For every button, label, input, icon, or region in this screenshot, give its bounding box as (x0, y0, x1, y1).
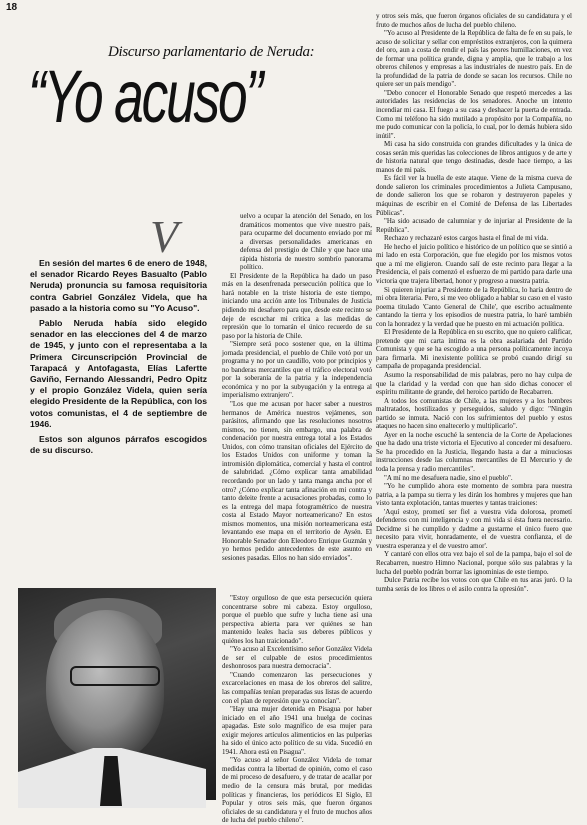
article-paragraph: Asumo la responsabilidad de mis palabras, pero no hay culpa de que la claridad y la verdad con que han sido dichas conocer el espíritu militante de grande, del heroico partido de Recabarren. (376, 370, 572, 397)
article-paragraph: "Yo acuso al Presidente de la República de falta de fe en su país, le acuso de solicitar y sellar con empréstitos extranjeros, con la quimera del oro, aun a costa de rendir el país las peores humillaciones, en vez de formar una política grande, digna y amplia, que le trabajo a los obreros chilenos y empresas a las industriales de nuestro país. En de la profundidad de la patria de donde se sacan los recursos. Chile no quiere ser un país mendigo". (376, 29, 572, 89)
article-paragraph: uelvo a ocupar la atención del Senado, en los dramáticos momentos que vive nuestro país, para ocuparme del documento enviado por mí a diversas personalidades americanas en defensa del prestigio de Chile y que hace una rápida historia de nuestro sombrío panorama político. (240, 212, 372, 272)
article-paragraph: "Yo acuso al señor González Videla de tomar medidas contra la libertad de opinión, como el caso de mi proceso de desafuero, y de tratar de acallar por medio de la censura más brutal, por medidas políticas y financieras, los periódicos El Siglo, El Popular y otros seis más, que fueron órganos oficiales de su candidatura y el fruto de muchos años de lucha del pueblo chileno". (222, 756, 372, 825)
article-paragraph: "Los que me acusan por hacer saber a nuestros hermanos de América nuestros vejámenes, son parásitos, afirmando que las resoluciones nosotros mismos, no tienen, sin embargo, una palabra de condenación por nuestra entrega total a los Estados Unidos, con cómo transitan oficiales del Ejército de los Estados Unidos con uniforme y toman la intromisión diplomática, comercial y hasta el control de salubridad. ¿Cómo explicar tanta amabilidad recordando por un lado y tanta manga ancha por el otro? ¿Cómo explicar tanta afinación en mi contra y tanto deleite frente a acusaciones probadas, como lo es la entrega del mapa fotogramétrico de nuestra costa al Estado Mayor norteamericano? En estos mismos momentos, una misión norteamericana está levantando ese mapa en el territorio de Aysén. El Honorable Senador don Eleodoro Enrique Guzmán y yo hemos pedido antecedentes de este asunto en sesiones pasadas. Ellos no han sido enviados". (222, 400, 372, 562)
drop-cap: V (150, 211, 179, 262)
intro-paragraph: Estos son algunos párrafos escogidos de su discurso. (30, 434, 207, 456)
article-paragraph: "Yo he cumplido ahora este momento de sombra para nuestra patria, a la pampa su tierra y les dirán los hombres y mujeres que han visto tanta explotación, tantas muertes y tantas traiciones: (376, 482, 572, 508)
article-paragraph: Mi casa ha sido construida con grandes dificultades y la única de cosas serán mis queridas las colecciones de libros antiguos y de arte y de historia natural que tengo destinadas, desde hace tiempo, a las manos de mi país. (376, 140, 572, 174)
article-paragraph: "Debo conocer el Honorable Senado que respetó mercedes a las autoridades las residencias de los senadores. Anoche un intento incendiar mi casa. El fuego a su casa y deshacer la puerta de entrada. Como mi teléfono ha sido mutilado a propósito por la Compañía, no me pudo comunicar con la policía, lo cual, por lo demás hubiera sido inútil". (376, 88, 572, 140)
article-paragraph: Dulce Patria recibe los votos con que Chile en tus aras juró. O la tumba serás de los libres o el asilo contra la opresión". (376, 576, 572, 593)
intro-text (30, 258, 207, 460)
article-column-2 (222, 212, 372, 592)
article-paragraph: y otros seis más, que fueron órganos oficiales de su candidatura y el fruto de muchos años de lucha del pueblo chileno. (376, 12, 572, 29)
article-column-3 (376, 12, 572, 800)
article-paragraph: "Cuando comenzaron las persecuciones y excarcelaciones en masa de los obreros del salitre, las compañías tenían preparadas sus listas de acuerdo con el plan de represión que ya conocían". (222, 670, 372, 705)
article-paragraph: He hecho el juicio político e histórico de un político que se sintió a mi lado en esta Corporación, que fue elegido por los mismos votos que a mí me eligieron. Cuando salí de este recinto para llegar a la Presidencia, el país comenzó el esfuerzo de mi partido para darle una victoria que trajera libertad, honor y progreso a nuestra patria. (376, 242, 572, 285)
article-paragraph: "A mí no me desafuera nadie, sino el pueblo". (384, 473, 513, 482)
article-paragraph: A todos los comunistas de Chile, a las mujeres y a los hombres maltratados, hostilizados y perseguidos, saludo y digo: "Ningún partido se inmuta. Nació con los sufrimientos del pueblo y estos ataques no hacen sino enaltecerlo y multiplicarlo". (376, 396, 572, 431)
kicker: Discurso parlamentario de Neruda: (108, 44, 315, 60)
article-paragraph: "Estoy orgulloso de que esta persecución quiera concentrarse sobre mi cabeza. Estoy orgulloso, porque el pueblo que sufre y lucha tiene así una perspectiva abierta para ver quiénes se han mantenido leales hacia sus deberes públicos y quiénes los han traicionado". (222, 594, 372, 645)
article-column-2b (222, 594, 372, 825)
article-paragraph: El Presidente de la República ha dado un paso más en la desenfrenada persecución política que lo hará notable en la triste historia de este tiempo, iniciando una acción ante los Tribunales de Justicia pidiendo mi desafuero para que, desde este recinto se deje de escuchar mi crítica a las medidas de represión que lo tornarán el único recuerdo de su paso por la historia de Chile. (222, 271, 372, 340)
article-paragraph: Ayer en la noche escuché la sentencia de la Corte de Apelaciones que ha dado una triste victoria el Ejecutivo al conceder mi desafuero. Se ha procedido en la Justicia, llegando hasta a dar a minuciosas instrucciones desde las columnas mercantiles de El Mercurio y de toda la prensa y radio mercantiles". (376, 430, 572, 473)
article-paragraph: Es fácil ver la huella de este ataque. Viene de la misma cueva de donde salieron los criminales procedimientos a Julieta Campusano, de donde salieron los que se robaron y destruyeron papeles y máquinas de escribir en el Comité de Defensa de las Libertades Públicas". (376, 174, 572, 217)
article-paragraph: Rechazo y rechazaré estos cargos hasta el final de mi vida. (384, 234, 549, 243)
portrait-photo (18, 588, 216, 800)
article-paragraph: Si quieren injuriar a Presidente de la República, lo haría dentro de mi obra literaria. Pero, si me veo obligado a hablar su caso en el vasto poema titulado 'Canto General de Chile', que escribo actualmente cantando la tierra y los episodios de nuestra patria, lo haré también con la honradez y la verdad que he puesto en mi actuación política. (376, 285, 572, 328)
article-paragraph: El Presidente de la República en su escrito, que no quiero calificar, pretende que mi carta íntima es la obra asalariada del Partido Comunista y que se ha escogido a una persona políticamente incoya para firmarla. Mi inexistente política se probó cuando dirigí su campaña de propaganda presidencial. (376, 328, 572, 371)
headline: “Yo acuso” (28, 55, 262, 138)
article-paragraph: "Hay una mujer detenida en Pisagua por haber iniciado en el año 1941 una huelga de cocinas apagadas. Este solo magnífico de esa mujer para exigir mejores artículos alimenticios en las pulperías ha sido el único acto político de su vida. Sucedió en 1941. Ahora está en Pisagua". (222, 705, 372, 756)
article-paragraph: "Siempre será poco sostener que, en la última jornada presidencial, el pueblo de Chile votó por un programa y no por un caudillo, voto por principios y no banderas mercantiles que el tráfico electoral votó por la soberanía de la patria y la independencia económica y no por la subyugación y la entrega al imperialismo extranjero". (222, 340, 372, 400)
intro-paragraph: Pablo Neruda había sido elegido senador en las elecciones del 4 de marzo de 1945, y junto con el representaba a la Primera Circunscripción Provincial de Tarapacá y Antofagasta, Elías Lafertte Gaviño, Fernando Alessandri, Pedro Opitz y el propio González Videla, quien sería elegido Presidente de la República, con los votos comunistas, el 4 de septiembre de 1946. (30, 318, 207, 429)
page-number: 18 (6, 2, 18, 13)
article-paragraph: 'Aquí estoy, prometí ser fiel a vuestra vida dolorosa, prometí defenderos con mi inteligencia y con mi vida si ésta fuera necesario. Decidme si he cumplido y dadme a gustarme el único fuero que necesito para vivir, honradamente, el de vuestra confianza, el de vuestra esperanza y el de vuestro amor'. (376, 507, 572, 550)
article-paragraph: Y cantaré con ellos otra vez bajo el sol de la pampa, bajo el sol de Recabarren, nuestro Himno Nacional, porque sólo sus palabras y la lucha del pueblo podrán borrar las ignominias de este tiempo. (376, 550, 572, 576)
intro-paragraph: En sesión del martes 6 de enero de 1948, el senador Ricardo Reyes Basualto (Pablo Neruda) pronuncia su famosa requisitoria contra Gabriel González Videla, que ha pasado a la historia como su "Yo Acuso". (30, 258, 207, 313)
article-paragraph: "Ha sido acusado de calumniar y de injuriar al Presidente de la República". (376, 217, 572, 234)
article-paragraph: "Yo acuso al Excelentísimo señor González Videla de ser el culpable de estos procedimientos deshonrosos para nuestra democracia". (222, 645, 372, 671)
